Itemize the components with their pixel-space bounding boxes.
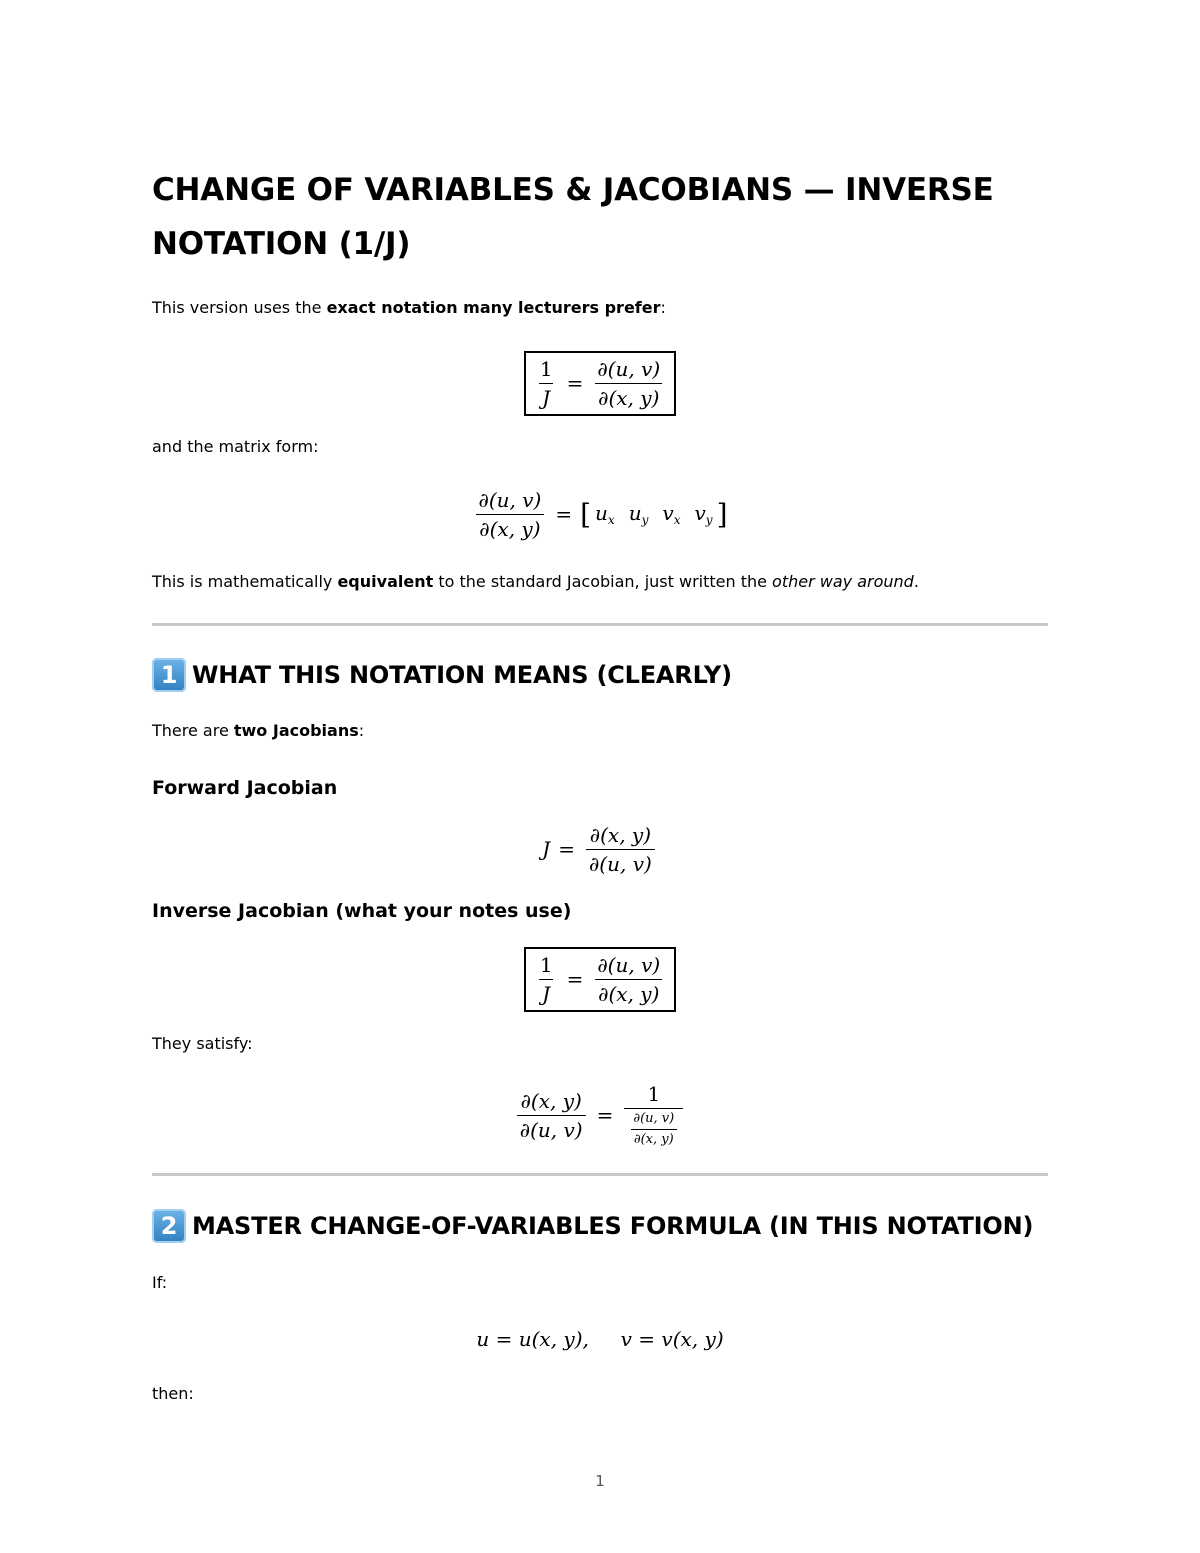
equivalence-paragraph: This is mathematically equivalent to the standard Jacobian, just written the other way around. xyxy=(152,572,919,591)
section-divider-2 xyxy=(152,1173,1048,1176)
two-jacobians-paragraph: There are two Jacobians: xyxy=(152,721,365,740)
equation-forward-jacobian: J = $\frac{\partial(x, y)}{\partial(u, v)}$ xyxy=(152,819,1048,879)
then-label: then: xyxy=(152,1384,194,1403)
inverse-jacobian-heading: Inverse Jacobian (what your notes use) xyxy=(152,900,572,922)
intro-paragraph: This version uses the exact notation many lecturers prefer: xyxy=(152,298,666,317)
page-number: 1 xyxy=(595,1472,605,1490)
page-title: CHANGE OF VARIABLES & JACOBIANS — INVERSE NOTATION (1/J) xyxy=(152,172,994,262)
if-label: If: xyxy=(152,1273,168,1292)
matrix-form-label: and the matrix form: xyxy=(152,437,319,456)
equation-matrix-form: $\frac{\partial(u, v)}{\partial(x, y)}$ = [ $u_x$ $u_y$ $v_x$ $v_y$ ] xyxy=(152,484,1048,544)
equation-mapping: u = u(x, y), v = v(x, y) xyxy=(476,1327,724,1351)
section-1-heading: 1 WHAT THIS NOTATION MEANS (CLEARLY) xyxy=(152,655,732,695)
equation-inverse-jacobian-boxed-2: $\frac{1}{J}$ = $\frac{\partial(u, v)}{\partial(x, y)}$ xyxy=(152,944,1048,1014)
section-2-heading: 2 MASTER CHANGE-OF-VARIABLES FORMULA (IN THIS NOTATION) xyxy=(152,1206,1033,1246)
equation-inverse-jacobian-boxed: $\frac{1}{J}$ = $\frac{\partial(u, v)}{\partial(x, y)}$ xyxy=(152,349,1048,417)
forward-jacobian-heading: Forward Jacobian xyxy=(152,777,338,799)
keycap-two-icon: 2 xyxy=(152,1209,186,1243)
keycap-one-icon: 1 xyxy=(152,658,186,692)
equation-reciprocal-relation: $\frac{\partial(x, y)}{\partial(u, v)}$ = $\frac{1}{\frac{\partial(u, v)}{\partial(x, y)}}$ xyxy=(152,1080,1048,1150)
satisfy-label: They satisfy: xyxy=(152,1034,253,1053)
section-divider xyxy=(152,623,1048,626)
